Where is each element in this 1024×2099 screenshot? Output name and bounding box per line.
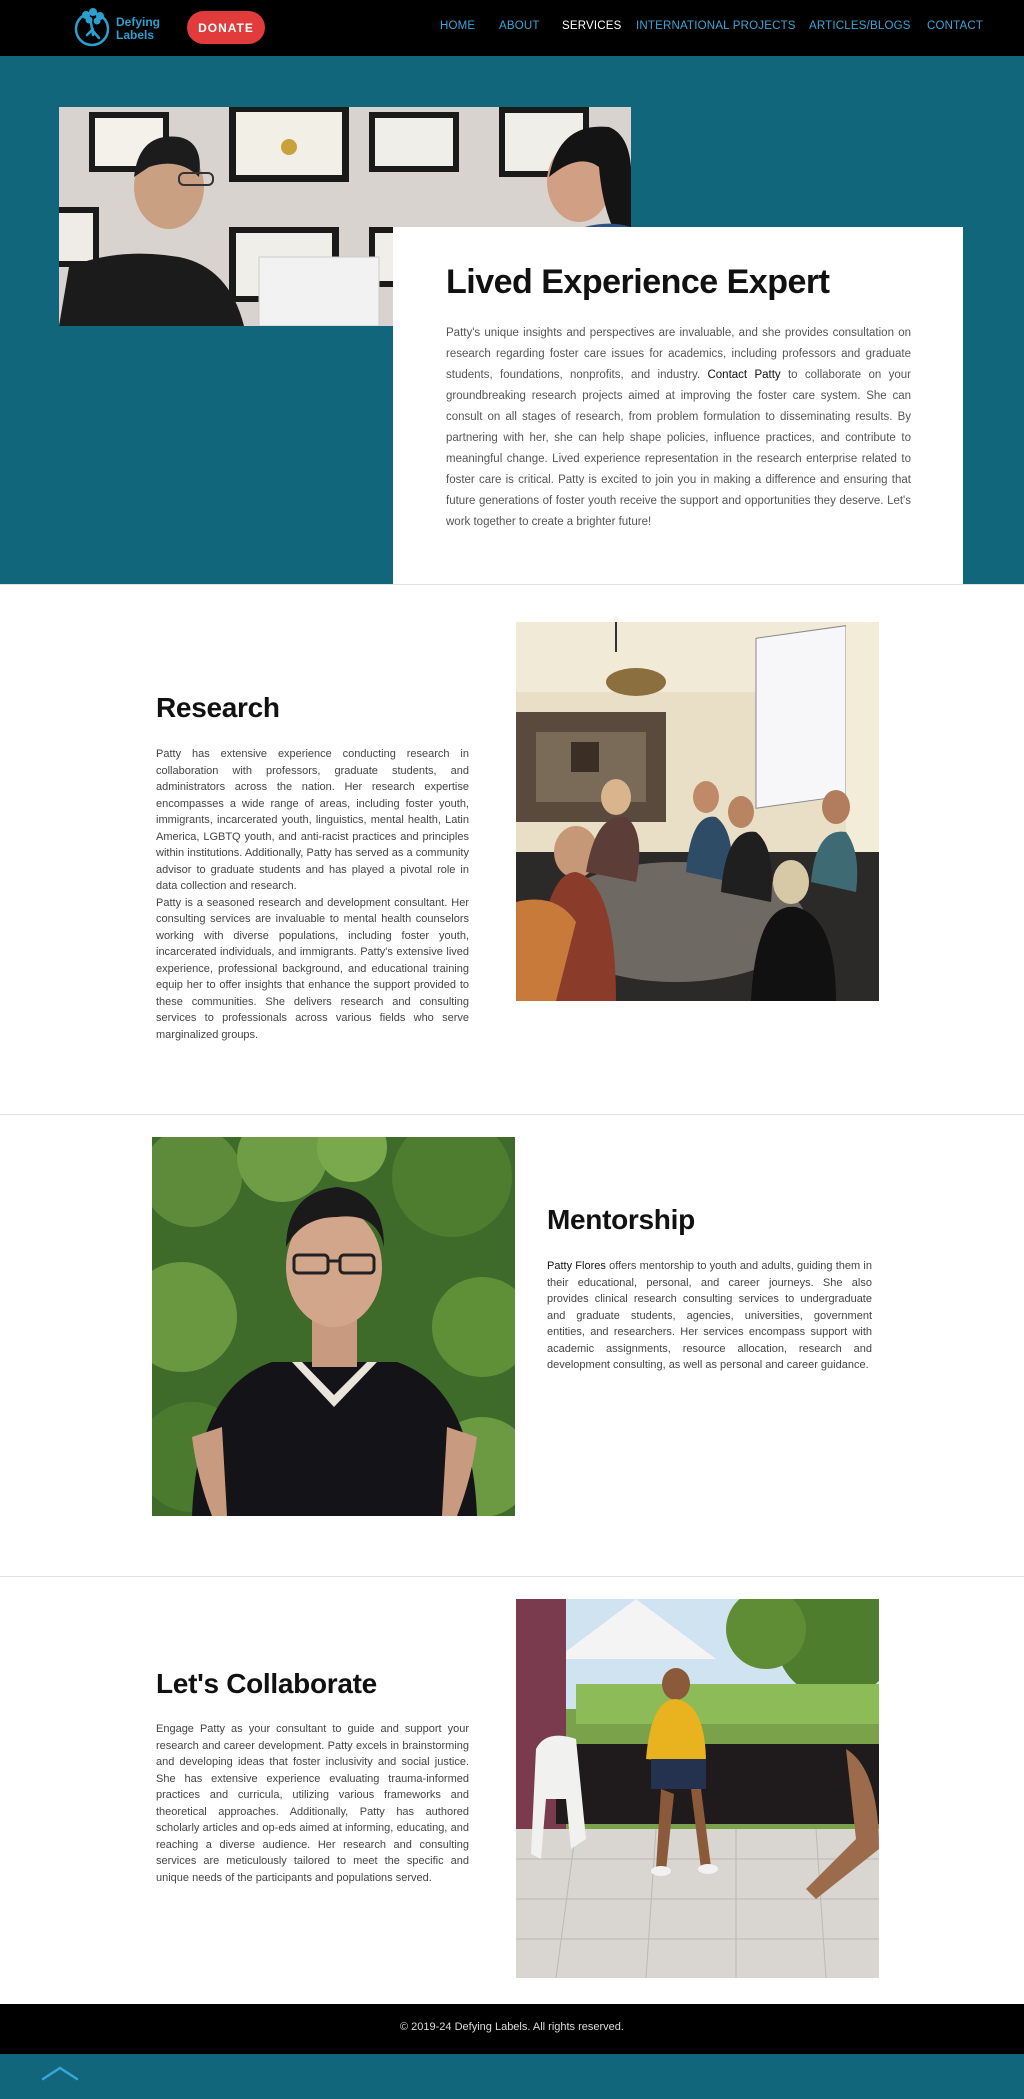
research-text xyxy=(156,746,469,1043)
nav-contact[interactable]: CONTACT xyxy=(927,20,984,32)
brand-line-1: Defying xyxy=(116,15,161,29)
main-nav xyxy=(0,0,1024,56)
chevron-up-icon[interactable] xyxy=(40,2063,80,2083)
donate-button[interactable]: DONATE xyxy=(187,11,265,44)
hero-text-part-2: to collaborate on your groundbreaking research projects aimed at improving the foster care system. She can consult on all stages of research, from problem formulation to disseminating results. By partnering with her, she can help shape policies, influence practices, and contribute to meaningful change. Lived experience representation in the research enterprise related to foster care is critical. Patty is excited to join you in making a difference and ensuring that future generations of foster youth receive the support and opportunities they deserve. Let's work together to create a brighter future! xyxy=(446,369,911,528)
section-divider xyxy=(0,1114,1024,1115)
nav-international-projects[interactable]: INTERNATIONAL PROJECTS xyxy=(636,20,796,32)
hero-text-part-1: Patty's unique insights and perspectives are invaluable, and she provides consultation on research regarding foster care issues for academics, including professors and graduate students, foundations, nonprofits, and industry. xyxy=(446,327,911,381)
collaborate-text: Engage Patty as your consultant to guide and support your research and career development. Patty excels in brainstorming and developing ideas that foster inclusivity and social justice. She has extensive experience evaluating trauma-informed practices and curricula, utilizing various frameworks and theoretical approaches. Additionally, Patty has authored scholarly articles and op-eds aimed at informing, educating, and reaching a diverse audience. Her research and consulting services are meticulously tailored to meet the specific and unique needs of the participants and populations served. xyxy=(156,1723,469,1884)
patty-flores-link[interactable]: Patty Flores xyxy=(547,1260,606,1272)
nav-services[interactable]: SERVICES xyxy=(562,20,622,32)
nav-about[interactable]: ABOUT xyxy=(499,20,540,32)
nav-home[interactable]: HOME xyxy=(440,20,476,32)
collaborate-title: Let's Collaborate xyxy=(156,1668,377,1699)
research-photo xyxy=(516,622,879,1001)
group-meeting-photo xyxy=(516,622,879,1001)
research-paragraph-1: Patty has extensive experience conducting research in collaboration with professors, graduate students, and administrators across the nation. Her research expertise encompasses a wide range of areas, including foster youth, immigrants, incarcerated youth, linguistics, mental health, Latin America, LGBTQ youth, and anti-racist practices and principles within institutions. Additionally, Patty has served as a community advisor to graduate students and has played a pivotal role in data collection and research. xyxy=(156,748,469,892)
bottom-bar xyxy=(0,2054,1024,2099)
hero-card xyxy=(393,227,963,584)
section-divider xyxy=(0,584,1024,585)
nav-articles-blogs[interactable]: ARTICLES/BLOGS xyxy=(809,20,911,32)
mentorship-text xyxy=(547,1258,872,1374)
mentorship-photo xyxy=(152,1137,515,1516)
site-header xyxy=(0,0,1024,56)
contact-patty-link[interactable]: Contact Patty xyxy=(707,369,781,381)
outdoor-workshop-photo xyxy=(516,1599,879,1978)
collaborate-photo xyxy=(516,1599,879,1978)
mentorship-title: Mentorship xyxy=(547,1204,695,1235)
brand-line-2: Labels xyxy=(116,28,155,42)
mentorship-text-body: offers mentorship to youth and adults, guiding them in their educational, personal, and career journeys. She also provides clinical research consulting services to undergraduate and graduate students, agencies, universities, government entities, and researchers. Her services encompass support with academic assignments, resource allocation, research and development consulting, as well as personal and career guidance. xyxy=(547,1260,872,1371)
portrait-photo xyxy=(152,1137,515,1516)
hero-section xyxy=(0,56,1024,584)
site-footer xyxy=(0,2004,1024,2054)
section-divider xyxy=(0,1576,1024,1577)
research-paragraph-2: Patty is a seasoned research and development consultant. Her consulting services are invaluable to mental health counselors working with diverse populations, including foster youth, incarcerated individuals, and immigrants. Patty's extensive lived experience, professional background, and educational training equip her to offer insights that enhance the support provided to these communities. She delivers research and consulting services to professionals across various fields who serve marginalized groups. xyxy=(156,896,469,1041)
hero-title: Lived Experience Expert xyxy=(446,263,830,301)
research-title: Research xyxy=(156,692,280,723)
copyright-text: © 2019-24 Defying Labels. All rights reserved. xyxy=(400,2021,624,2033)
hero-description xyxy=(446,323,911,533)
